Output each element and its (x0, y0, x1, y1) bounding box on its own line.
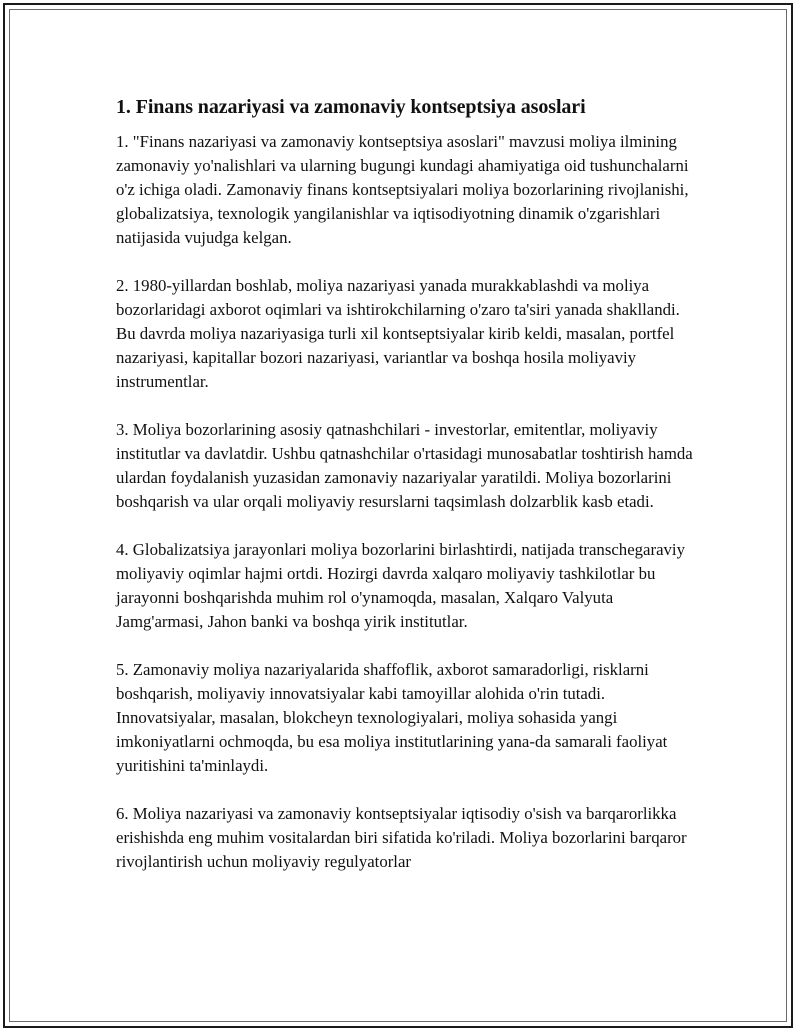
document-body (116, 94, 696, 874)
paragraph-6: 6. Moliya nazariyasi va zamonaviy kontseptsiyalar iqtisodiy o'sish va barqarorlikka erishishda eng muhim vositalardan biri sifatida ko'riladi. Moliya bozorlarini barqaror rivojlantirish uchun moliyaviy regulyatorlar (116, 804, 687, 871)
paragraph-1: 1. "Finans nazariyasi va zamonaviy kontseptsiya asoslari" mavzusi moliya ilmining zamonaviy yo'nalishlari va ularning bugungi kundagi ahamiyatiga oid tushunchalarni o'z ichiga oladi. Zamonaviy finans kontseptsiyalari moliya bozorlarining rivojlanishi, globalizatsiya, texnologik yangilanishlar va iqtisodiyotning dinamik o'zgarishlari natijasida vujudga kelgan. (116, 132, 689, 247)
paragraph-4: 4. Globalizatsiya jarayonlari moliya bozorlarini birlashtirdi, natijada transchegaraviy moliyaviy oqimlar hajmi ortdi. Hozirgi davrda xalqaro moliyaviy tashkilotlar bu jarayonni boshqarishda muhim rol o'ynamoqda, masalan, Xalqaro Valyuta Jamg'armasi, Jahon banki va boshqa yirik institutlar. (116, 540, 685, 631)
document-title: 1. Finans nazariyasi va zamonaviy kontseptsiya asoslari (116, 96, 586, 118)
paragraph-5: 5. Zamonaviy moliya nazariyalarida shaffoflik, axborot samaradorligi, risklarni boshqarish, moliyaviy innovatsiyalar kabi tamoyillar alohida o'rin tutadi. Innovatsiyalar, masalan, blokcheyn texnologiyalari, moliya sohasida yangi imkoniyatlarni ochmoqda, bu esa moliya institutlarining yana-da samarali faoliyat yuritishini ta'minlaydi. (116, 660, 668, 775)
paragraph-2: 2. 1980-yillardan boshlab, moliya nazariyasi yanada murakkablashdi va moliya bozorlaridagi axborot oqimlari va ishtirokchilarning o'zaro ta'siri yanada shakllandi. Bu davrda moliya nazariyasiga turli xil kontseptsiyalar kirib keldi, masalan, portfel nazariyasi, kapitallar bozori nazariyasi, variantlar va boshqa hosila moliyaviy instrumentlar. (116, 276, 680, 391)
paragraph-3: 3. Moliya bozorlarining asosiy qatnashchilari - investorlar, emitentlar, moliyaviy institutlar va davlatdir. Ushbu qatnashchilar o'rtasidagi munosabatlar toshtirish hamda ulardan foydalanish yuzasidan zamonaviy nazariyalar yaratildi. Moliya bozorlarini boshqarish va ular orqali moliyaviy resurslarni taqsimlash dolzarblik kasb etadi. (116, 420, 693, 511)
